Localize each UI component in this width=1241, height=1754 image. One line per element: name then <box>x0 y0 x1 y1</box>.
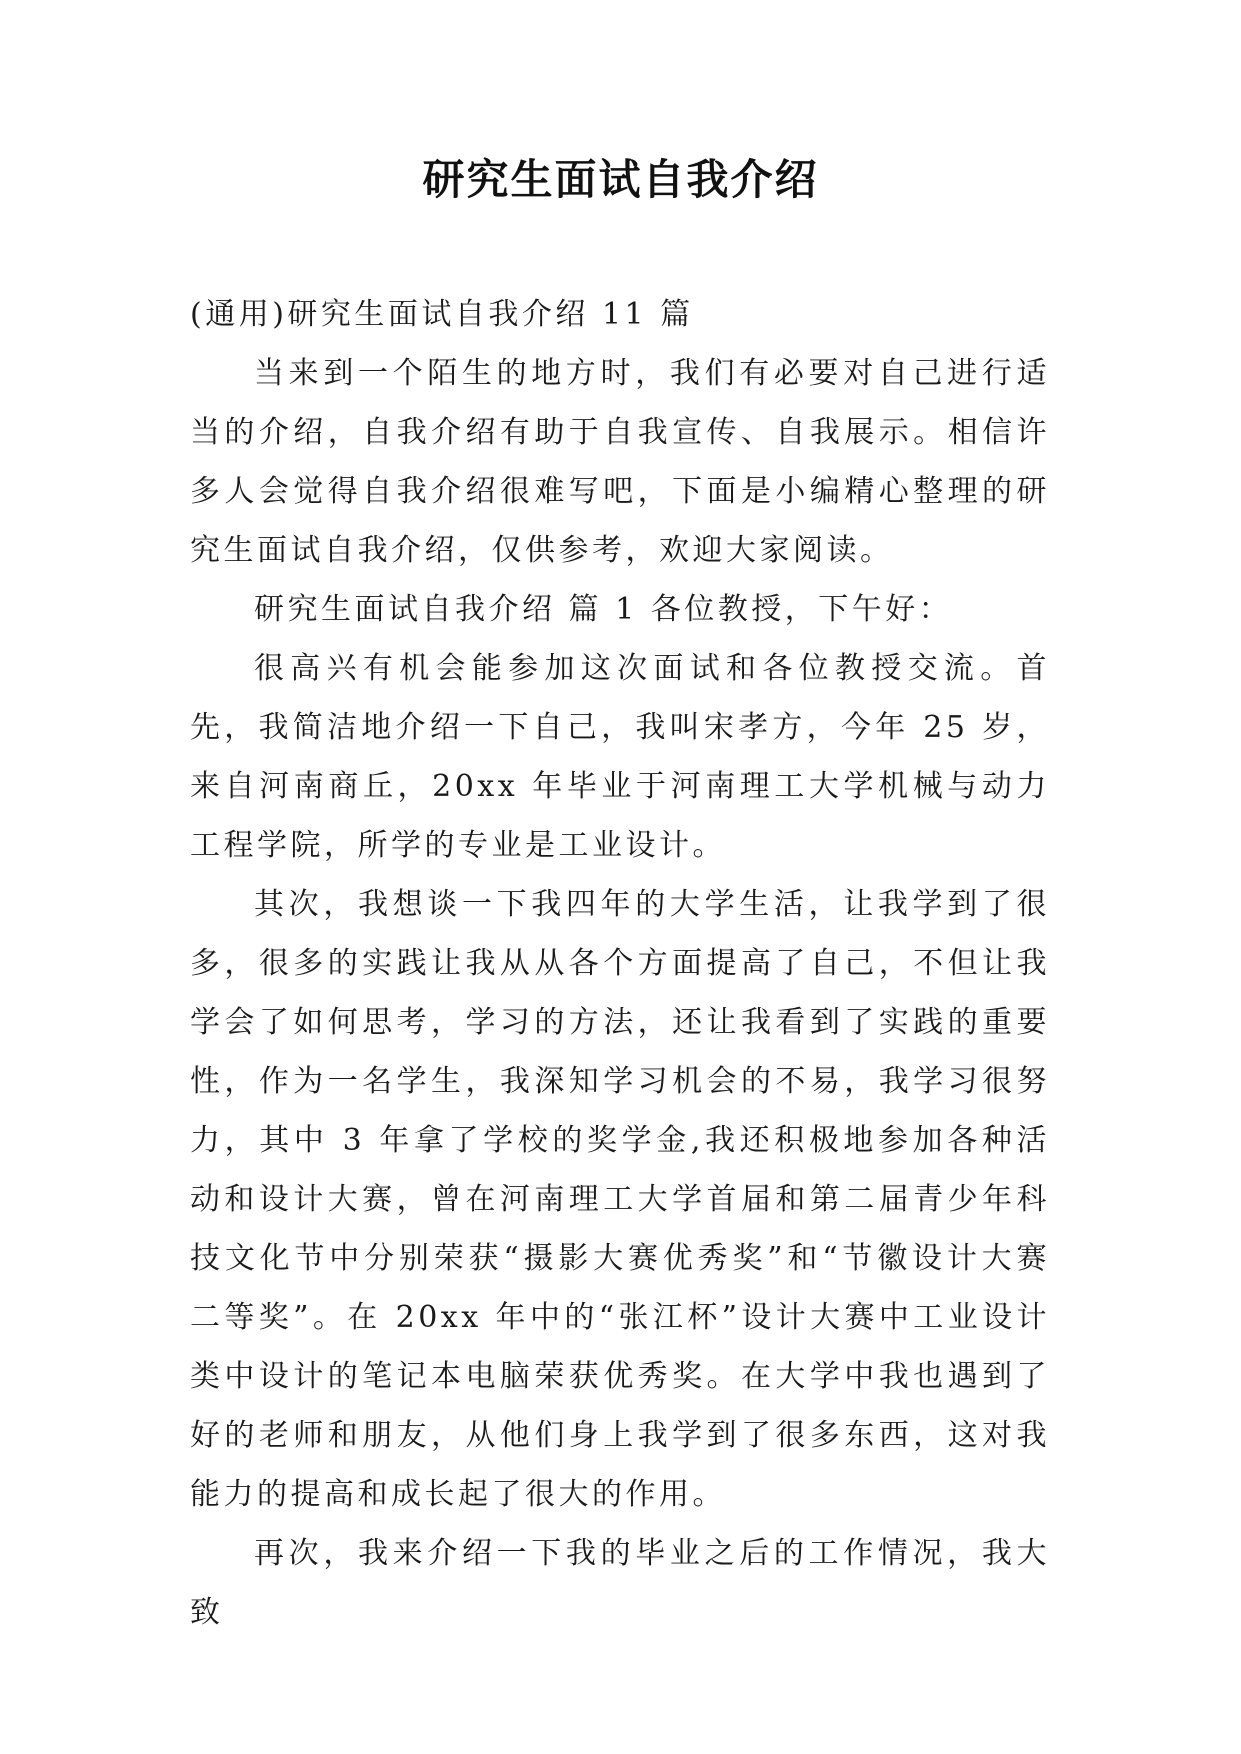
document-subtitle: (通用)研究生面试自我介绍 11 篇 <box>190 297 694 332</box>
paragraph-work-experience: 再次，我来介绍一下我的毕业之后的工作情况，我大致 <box>190 1536 1050 1630</box>
paragraph-section-heading: 研究生面试自我介绍 篇 1 各位教授，下午好： <box>254 592 953 627</box>
document-title: 研究生面试自我介绍 <box>422 155 819 204</box>
paragraph-university-life: 其次，我想谈一下我四年的大学生活，让我学到了很多，很多的实践让我从从各个方面提高了自己，不但让我学会了如何思考，学习的方法，还让我看到了实践的重要性，作为一名学生，我深知学习机会的不易，我学习很努力，其中 3 年拿了学校的奖学金,我还积极地参加各种活动和设计大赛，曾在河南理工大学首届和第二届青少年科技文化节中分别荣获“摄影大赛优秀奖”和“节徽设计大赛二等奖”。在 20xx 年中的“张江杯”设计大赛中工业设计类中设计的笔记本电脑荣获优秀奖。在大学中我也遇到了好的老师和朋友，从他们身上我学到了很多东西，这对我能力的提高和成长起了很大的作用。 <box>190 887 1050 1512</box>
paragraph-self-introduction: 很高兴有机会能参加这次面试和各位教授交流。首先，我简洁地介绍一下自己，我叫宋孝方，今年 25 岁，来自河南商丘，20xx 年毕业于河南理工大学机械与动力工程学院，所学的专业是工业设计。 <box>190 651 1050 863</box>
document-body <box>190 285 1050 1642</box>
paragraph-intro: 当来到一个陌生的地方时，我们有必要对自己进行适当的介绍，自我介绍有助于自我宣传、自我展示。相信许多人会觉得自我介绍很难写吧，下面是小编精心整理的研究生面试自我介绍，仅供参考，欢迎大家阅读。 <box>190 356 1050 568</box>
